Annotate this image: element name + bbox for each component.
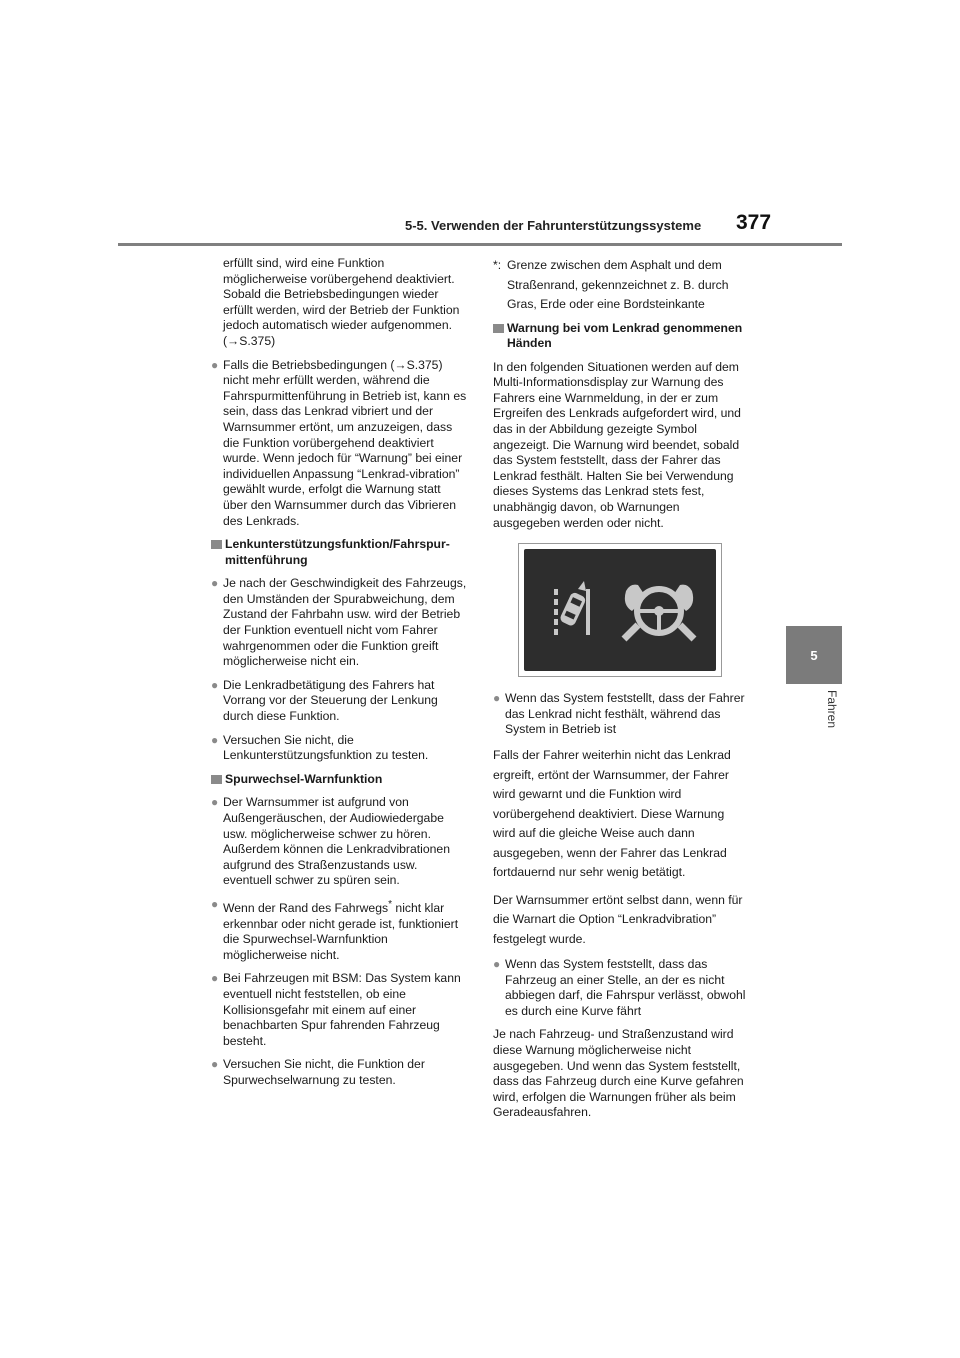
bullet-item [493, 691, 749, 738]
square-marker-icon [211, 540, 222, 549]
bullet-item [211, 971, 467, 1049]
section-header-title: 5-5. Verwenden der Fahrunterstützungssysteme [405, 218, 702, 233]
square-marker-icon [493, 324, 504, 333]
bullet-dot-icon: ● [211, 971, 219, 986]
bullet-text: Versuchen Sie nicht, die Lenkunterstützungsfunktion zu testen. [223, 732, 429, 763]
bullet-dot-icon: ● [211, 576, 219, 591]
body-paragraph: Der Warnsummer ertönt selbst dann, wenn für die Warnart die Option “Lenkradvibration” festgelegt wurde. [493, 892, 743, 946]
footnote-marker: * [388, 898, 393, 910]
bullet-text [223, 897, 467, 963]
intro-paragraph: erfüllt sind, wird eine Funktion möglicherweise vorübergehend deaktiviert. Sobald die Betriebsbedingungen wieder erfüllt werden, wird der Betrieb der Funktion jedoch automatisch wieder aufgenommen. (→S.375) [223, 256, 460, 348]
bullet-item [211, 678, 467, 725]
section-heading [211, 772, 467, 788]
bullet-text: Versuchen Sie nicht, die Funktion der Spurwechselwarnung zu testen. [223, 1057, 425, 1087]
body-paragraph: In den folgenden Situationen werden auf dem Multi-Informationsdisplay zur Warnung des Fahrers eine Warnmeldung, in der er zum Ergreifen des Lenkrads aufgefordert wird, und das in der Abbildung gezeigte Symbol angezeigt. Die Warnung wird beendet, sobald das System feststellt, dass der Fahrer das Lenkrad festhält. Halten Sie bei Verwendung dieses Systems das Lenkrad stets fest, unabhängig davon, ob Warnungen ausgegeben werden oder nicht. [493, 359, 741, 530]
hands-on-steering-wheel-icon [624, 585, 694, 639]
page-number: 377 [736, 211, 772, 234]
multi-information-display [524, 549, 716, 671]
left-column [211, 256, 467, 1097]
chapter-label-text: Fahren [825, 690, 839, 729]
bullet-text-part: nicht klar erkennbar oder nicht gerade ist, funktioniert die Spurwechsel-Warnfunktion möglicherweise nicht. [223, 901, 459, 962]
bullet-dot-icon: ● [211, 896, 219, 911]
section-heading-text: Lenkunterstützungsfunktion/Fahrspur-mittenführung [225, 537, 450, 567]
bullet-item [211, 795, 467, 889]
bullet-text: Falls die Betriebsbedingungen (→S.375) nicht mehr erfüllt werden, während die Fahrspurmittenführung in Betrieb ist, kann es sein, dass das Lenkrad vibriert und der Warnsummer ertönt, um anzuzeigen, dass die Funktion vorübergehend deaktiviert wurde. Wenn jedoch für “Warnung” bei einer individuellen Anpassung “Lenkrad-vibration” gewählt wurde, erfolgt die Warnung statt über den Warnsummer durch das Vibrieren des Lenkrads. [223, 357, 467, 528]
bullet-text: Je nach der Geschwindigkeit des Fahrzeugs, den Umständen der Spurabweichung, dem Zustand der Fahrbahn usw. wird der Betrieb der Funktion eventuell nicht vom Fahrer wahrgenommen oder die Funktion greift möglicherweise nicht ein. [223, 576, 467, 669]
chapter-number: 5 [810, 647, 818, 663]
bullet-dot-icon: ● [211, 1057, 219, 1072]
bullet-item [211, 1057, 467, 1088]
bullet-text: Wenn das System feststellt, dass der Fahrer das Lenkrad nicht festhält, während das System in Betrieb ist [505, 691, 745, 737]
bullet-dot-icon: ● [493, 957, 501, 971]
section-heading-text: Spurwechsel-Warnfunktion [225, 771, 383, 786]
bullet-text: Bei Fahrzeugen mit BSM: Das System kann eventuell nicht feststellen, ob eine Kollisionsgefahr mit einem auf einer benachbarten Spur fahrenden Fahrzeug besteht. [223, 971, 461, 1048]
bullet-dot-icon: ● [211, 677, 219, 692]
body-paragraph: Falls der Fahrer weiterhin nicht das Lenkrad ergreift, ertönt der Warnsummer, der Fahrer wird gewarnt und die Funktion wird vorübergehend deaktiviert. Diese Warnung wird auf die gleiche Weise auch dann ausgegeben, wenn der Fahrer das Lenkrad fortdauernd nur sehr wenig betätigt. [493, 748, 731, 879]
square-marker-icon [211, 775, 222, 784]
footnote-text: Grenze zwischen dem Asphalt und dem Straßenrand, gekennzeichnet z. B. durch Gras, Erde oder eine Bordsteinkante [507, 258, 729, 311]
section-heading [493, 321, 749, 352]
footnote-mark: *: [493, 258, 502, 272]
bullet-text: Wenn das System feststellt, dass das Fahrzeug an einer Stelle, an der es nicht abbiegen darf, die Fahrspur verlässt, obwohl es durch eine Kurve fährt [505, 957, 746, 1018]
bullet-text: Der Warnsummer ist aufgrund von Außengeräuschen, der Audiowiedergabe usw. möglicherweise schwer zu hören. Außerdem können die Lenkradvibrationen aufgrund des Straßenzustands usw. eventuell schwer zu spüren sein. [223, 795, 450, 888]
bullet-dot-icon: ● [211, 732, 219, 747]
right-column [493, 256, 749, 1129]
bullet-dot-icon: ● [211, 357, 219, 372]
chapter-tab [786, 626, 842, 684]
lane-departure-car-icon [554, 581, 590, 635]
bullet-text-part: Wenn der Rand des Fahrwegs [223, 901, 389, 916]
warning-display-figure [518, 543, 722, 677]
body-paragraph: Je nach Fahrzeug- und Straßenzustand wird diese Warnung möglicherweise nicht ausgegeben. Und wenn das System feststellt, dass das Fahrzeug durch eine Kurve gefahren wird, erfolgen die Warnungen früher als beim Geradeausfahren. [493, 1027, 744, 1120]
bullet-item [211, 358, 467, 530]
bullet-dot-icon: ● [211, 795, 219, 810]
bullet-item [493, 957, 749, 1019]
bullet-item [211, 733, 467, 764]
bullet-item [211, 897, 467, 963]
bullet-dot-icon: ● [493, 691, 501, 706]
bullet-text: Die Lenkradbetätigung des Fahrers hat Vorrang vor der Steuerung der Lenkung durch diese Funktion. [223, 677, 438, 724]
chapter-label [789, 690, 839, 740]
section-heading [211, 537, 467, 568]
footnote [493, 256, 749, 315]
display-icons [524, 549, 716, 671]
header-rule [118, 243, 842, 246]
bullet-item [211, 576, 467, 670]
section-heading-text: Warnung bei vom Lenkrad genommenen Händen [507, 320, 743, 351]
